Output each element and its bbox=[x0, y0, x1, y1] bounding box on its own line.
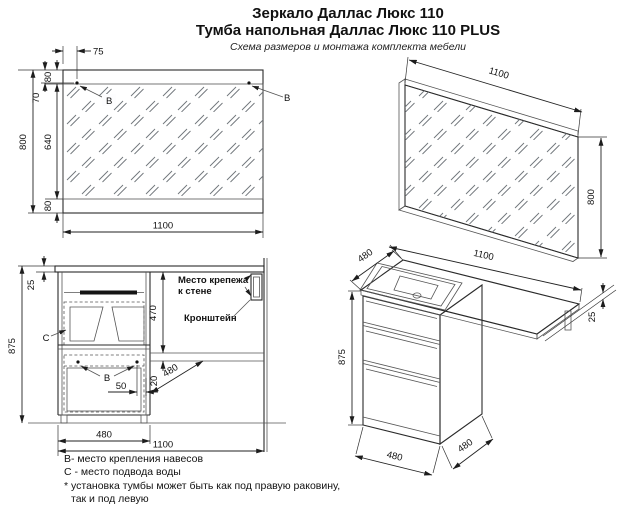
cabinet-perspective-view bbox=[337, 245, 616, 475]
cabinet-front-face bbox=[363, 296, 440, 444]
dim-mirror-top-strip: 80 bbox=[43, 71, 54, 83]
mirror-left-edge bbox=[399, 79, 405, 210]
footnote-hangers: В- место крепления навесов bbox=[64, 453, 204, 465]
dim-mirror-glass-height: 640 bbox=[43, 134, 54, 150]
wall-bracket bbox=[251, 274, 262, 300]
dim-counter-thickness: 25 bbox=[26, 279, 37, 291]
dim-3d-bottom-side: 480 bbox=[455, 436, 476, 456]
dim-mirror-width: 1100 bbox=[152, 220, 174, 232]
hanger-point-left bbox=[76, 360, 79, 363]
dim-mirror-mount-drop: 70 bbox=[31, 92, 42, 104]
dim-mirror-bottom-strip: 80 bbox=[43, 200, 54, 212]
dim-mirror3d-width: 1100 bbox=[487, 65, 511, 82]
cabinet-front-view bbox=[7, 256, 286, 456]
dim-rail-drop: 470 bbox=[148, 305, 159, 321]
mirror-front-view bbox=[18, 46, 290, 238]
mount-point-left bbox=[75, 81, 78, 84]
bracket-label: Кронштейн bbox=[184, 313, 237, 324]
wall-fix-label-1: Место крепежа bbox=[178, 275, 249, 286]
dim-total-width: 1100 bbox=[152, 439, 174, 451]
footnote-install-1: * установка тумбы может быть как под правую раковину, bbox=[64, 479, 341, 492]
dim-3d-depth: 480 bbox=[355, 246, 376, 266]
dim-3d-bottom-front: 480 bbox=[385, 449, 404, 464]
countertop-front bbox=[55, 266, 264, 272]
dim-3d-height: 875 bbox=[337, 349, 348, 365]
dim-mirror3d-height: 800 bbox=[586, 189, 597, 205]
dim-mirror-height: 800 bbox=[18, 134, 29, 150]
dim-3d-counter-thickness: 25 bbox=[587, 311, 598, 323]
mount-label-left: В bbox=[106, 96, 113, 107]
page-title: Зеркало Даллас Люкс 110 bbox=[252, 5, 444, 22]
hanger-point-right bbox=[135, 360, 138, 363]
cabinet-perspective-dimensions bbox=[337, 245, 616, 475]
dim-hanger-inset: 50 bbox=[115, 381, 127, 392]
siphon-cutout-right bbox=[112, 307, 144, 341]
cabinet-front-dimensions bbox=[7, 256, 264, 456]
cabinet-side-face bbox=[440, 285, 482, 444]
footnote-install-2: так и под левую bbox=[71, 493, 149, 506]
drawer-lines-3d bbox=[363, 301, 440, 436]
cabinet-leg-right bbox=[141, 415, 147, 423]
mirror-glass-hatch bbox=[63, 84, 263, 199]
hanger-label: В bbox=[103, 373, 111, 384]
dim-diagonal: 480 bbox=[161, 362, 181, 380]
page-title-2: Тумба напольная Даллас Люкс 110 PLUS bbox=[195, 22, 501, 39]
dim-3d-width: 1100 bbox=[472, 247, 495, 264]
dim-cabinet-width: 480 bbox=[96, 429, 112, 441]
wall-fix-label-2: к стене bbox=[178, 286, 212, 297]
mount-point-right bbox=[247, 81, 250, 84]
drawer-handle-groove bbox=[80, 291, 137, 295]
dim-mirror-offset-top: 75 bbox=[93, 46, 104, 58]
water-supply-label: С bbox=[42, 333, 50, 344]
dim-rail-height: 20 bbox=[149, 375, 160, 387]
siphon-cutout-left bbox=[70, 307, 103, 341]
footnotes bbox=[64, 453, 340, 507]
dim-cabinet-height: 875 bbox=[7, 338, 18, 354]
mirror-perspective-view bbox=[399, 57, 607, 262]
mount-label-right: В bbox=[284, 93, 291, 104]
footnote-water: С - место подвода воды bbox=[64, 466, 181, 479]
cabinet-leg-left bbox=[61, 415, 67, 423]
countertop-top-face bbox=[361, 260, 579, 334]
top-drawer-outline bbox=[64, 302, 144, 345]
page-subtitle: Схема размеров и монтажа комплекта мебели bbox=[230, 41, 466, 53]
